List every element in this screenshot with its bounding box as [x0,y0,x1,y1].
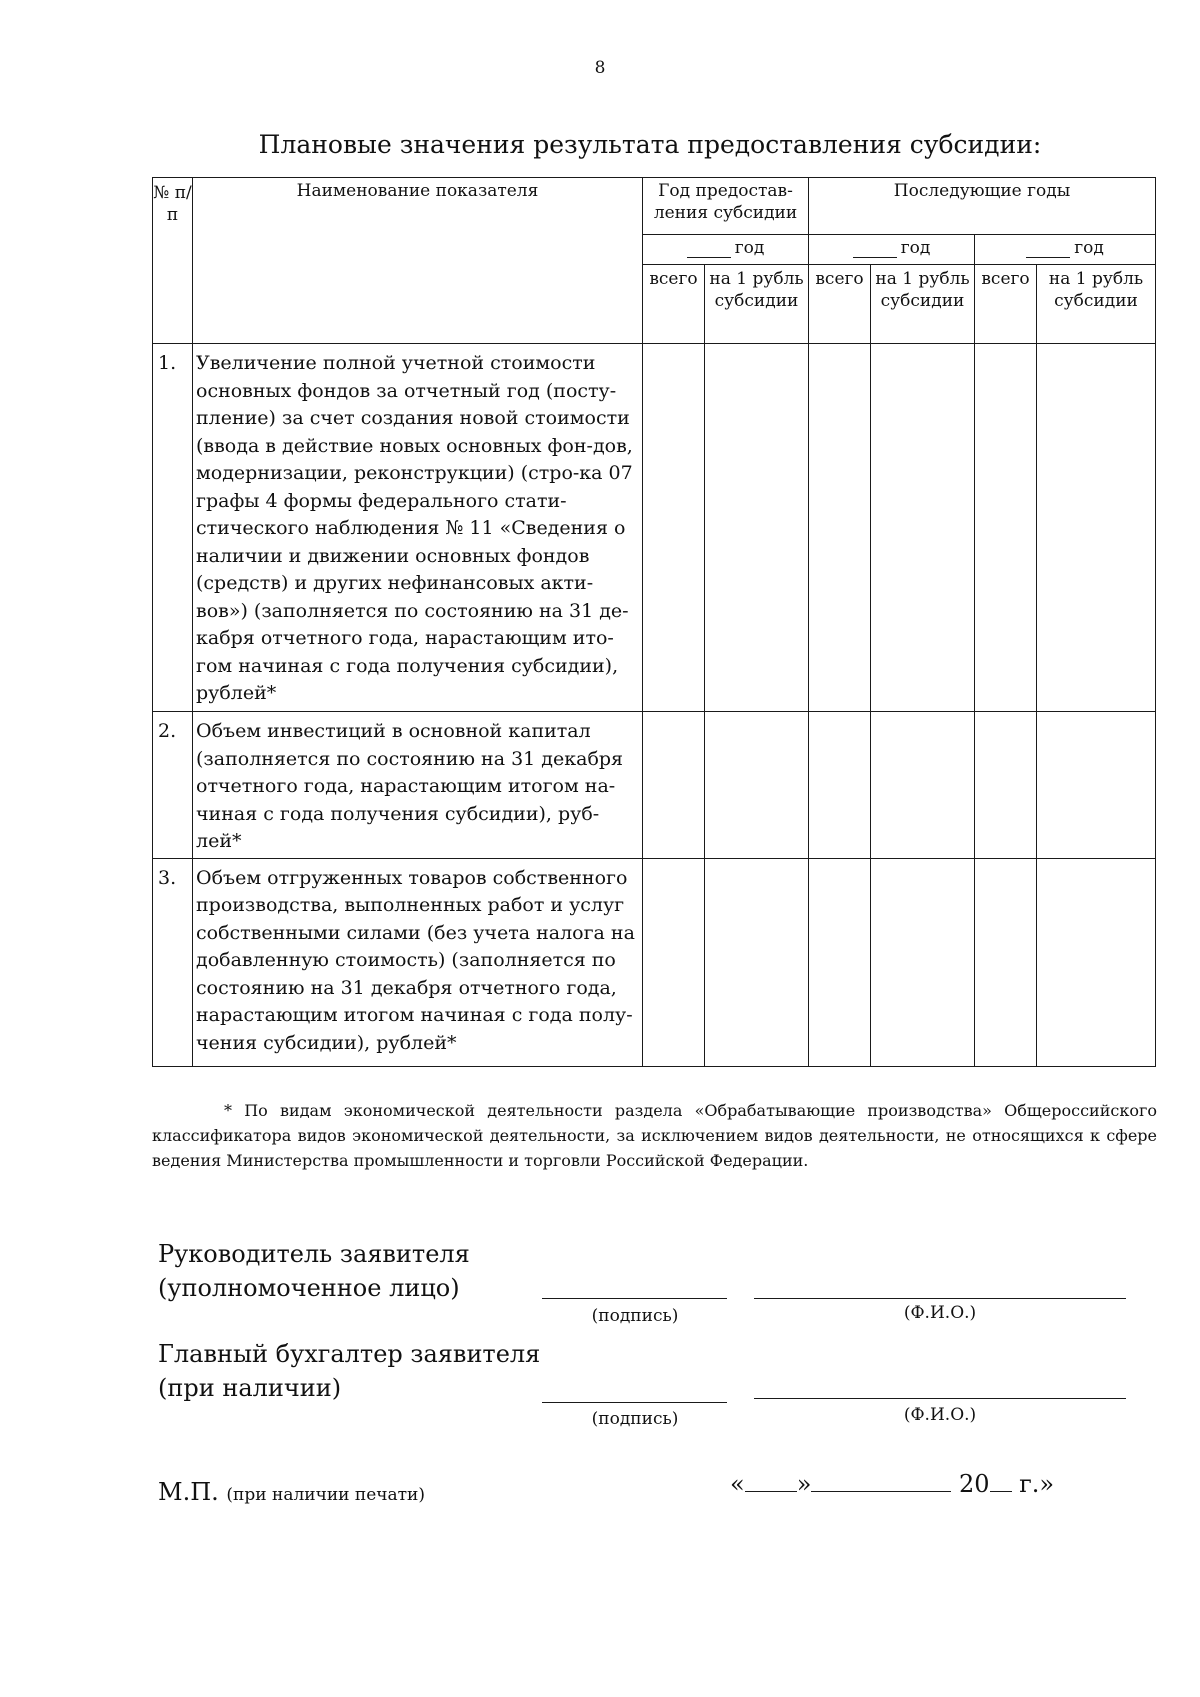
table-row [153,712,1156,859]
name-line[interactable] [754,1298,1126,1299]
header-total-2: всего [809,265,871,344]
page-number: 8 [594,58,606,78]
name-line[interactable] [754,1398,1126,1399]
header-num: № п/п [153,178,193,344]
table-row [153,344,1156,712]
row-number: 3. [153,858,193,1066]
signature-label-head: Руководитель заявителя (уполномоченное лицо) [158,1240,470,1302]
signature-line[interactable] [542,1402,727,1403]
stamp-placeholder: М.П. (при наличии печати) [158,1478,426,1506]
row-indicator: Объем отгруженных товаров собственного производства, выполненных работ и услуг собственными силами (без учета налога на добавленную стоимость) (заполняется по состоянию на 31 декабря отчетного года, нарастающим итогом начиная с года полу-чения субсидии), рублей* [193,858,643,1066]
date-field: « » 20 г.» [730,1470,1055,1498]
header-per-ruble-3: на 1 рубль субсидии [1037,265,1156,344]
month-blank[interactable] [811,1471,951,1492]
name-caption: (Ф.И.О.) [903,1303,977,1323]
header-year-2: год [809,235,975,265]
value-cell [975,712,1037,859]
signature-label-accountant: Главный бухгалтер заявителя (при наличии) [158,1340,541,1402]
header-year-1: год [643,235,809,265]
header-total-3: всего [975,265,1037,344]
footnote: * По видам экономической деятельности раздела «Обрабатывающие производства» Общероссийского классификатора видов экономической деятельности, за исключением видов деятельности, не относящихся к сфере ведения Министерства промышленности и торговли Российской Федерации. [152,1101,1157,1170]
value-cell [975,344,1037,712]
value-cell [871,858,975,1066]
value-cell [975,858,1037,1066]
value-cell [705,858,809,1066]
value-cell [643,344,705,712]
header-per-ruble-2: на 1 рубль субсидии [871,265,975,344]
row-indicator: Объем инвестиций в основной капитал (заполняется по состоянию на 31 декабря отчетного года, нарастающим итогом на-чиная с года получения субсидии), руб-лей* [193,712,643,859]
value-cell [705,712,809,859]
header-grant-year: Год предостав-ления субсидии [643,178,809,235]
signature-caption: (подпись) [591,1409,679,1429]
value-cell [871,712,975,859]
row-number: 1. [153,344,193,712]
table-row [153,858,1156,1066]
value-cell [705,344,809,712]
row-number: 2. [153,712,193,859]
header-year-3: год [975,235,1156,265]
day-blank[interactable] [745,1471,797,1492]
value-cell [809,858,871,1066]
value-cell [809,344,871,712]
year-blank[interactable] [990,1471,1012,1492]
value-cell [809,712,871,859]
header-name: Наименование показателя [193,178,643,344]
indicators-table [152,177,1156,1067]
value-cell [643,712,705,859]
header-total-1: всего [643,265,705,344]
value-cell [1037,344,1156,712]
row-indicator: Увеличение полной учетной стоимости основных фондов за отчетный год (посту-пление) за счет создания новой стоимости (ввода в действие новых основных фон-дов, модернизации, реконструкции) (стро-ка 07 графы 4 формы федерального стати-стического наблюдения № 11 «Сведения о наличии и движении основных фондов (средств) и других нефинансовых акти-вов») (заполняется по состоянию на 31 де-кабря отчетного года, нарастающим ито-гом начиная с года получения субсидии), рублей* [193,344,643,712]
signature-caption: (подпись) [591,1306,679,1326]
value-cell [871,344,975,712]
signature-line[interactable] [542,1298,727,1299]
value-cell [1037,858,1156,1066]
value-cell [643,858,705,1066]
header-per-ruble-1: на 1 рубль субсидии [705,265,809,344]
page-title: Плановые значения результата предоставления субсидии: [258,130,1042,159]
value-cell [1037,712,1156,859]
header-next-years: Последующие годы [809,178,1156,235]
name-caption: (Ф.И.О.) [903,1405,977,1425]
